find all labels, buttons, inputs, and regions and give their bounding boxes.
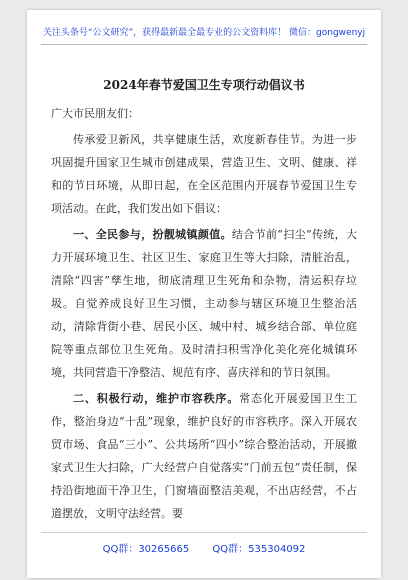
- header-divider: [41, 44, 367, 45]
- document-title: 2024年春节爱国卫生专项行动倡议书: [103, 78, 305, 92]
- section-1: [51, 223, 357, 384]
- section-2: [51, 387, 357, 525]
- document-body: [51, 102, 357, 525]
- section-2-heading: 二、积极行动，维护市容秩序。: [73, 392, 240, 405]
- footer: [27, 540, 381, 555]
- intro-paragraph: 传承爱卫新风，共享健康生活，欢度新春佳节。为进一步巩固提升国家卫生城市创建成果，营造卫生、文明、健康、祥和的节日环境，从即日起，在全区范围内开展春节爱国卫生专项活动。在此，我们发出如下倡议：: [51, 133, 357, 215]
- document-page: [27, 10, 381, 578]
- qq-group-2: QQ群：535304092: [212, 544, 306, 555]
- section-1-heading: 一、全民参与，扮靓城镇颜值。: [73, 228, 232, 241]
- section-2-text: 常态化开展爱国卫生工作，整治身边“十乱”现象，维护良好的市容秩序。深入开展农贸市场、食品“三小”、公共场所“四小”综合整治活动，开展撤家式卫生大扫除，广大经营户自觉落实“门前五包”责任制，保持沿街地面干净卫生，门窗墙面整洁美观，不出店经营，不占道摆放，文明守法经营。要: [51, 392, 358, 520]
- salutation: 广大市民朋友们：: [51, 107, 139, 120]
- footer-divider: [41, 532, 367, 533]
- qq-group-1: QQ群：30265665: [102, 544, 190, 555]
- promo-banner: 关注头条号“公文研究”，获得最新最全最专业的公文资料库！ 微信：gongwenyj: [42, 28, 366, 38]
- section-1-text: 结合节前“扫尘”传统，大力开展环境卫生、社区卫生、家庭卫生等大扫除，清脏治乱，清除“四害”孳生地，彻底清理卫生死角和杂物，清运积存垃圾。自觉养成良好卫生习惯，主动参与辖区环境卫生整治活动，清除背街小巷、居民小区、城中村、城乡结合部、单位庭院等重点部位卫生死角。及时清扫积雪净化美化亮化城镇环境，共同营造干净整洁、规范有序、喜庆祥和的节日氛围。: [51, 228, 358, 379]
